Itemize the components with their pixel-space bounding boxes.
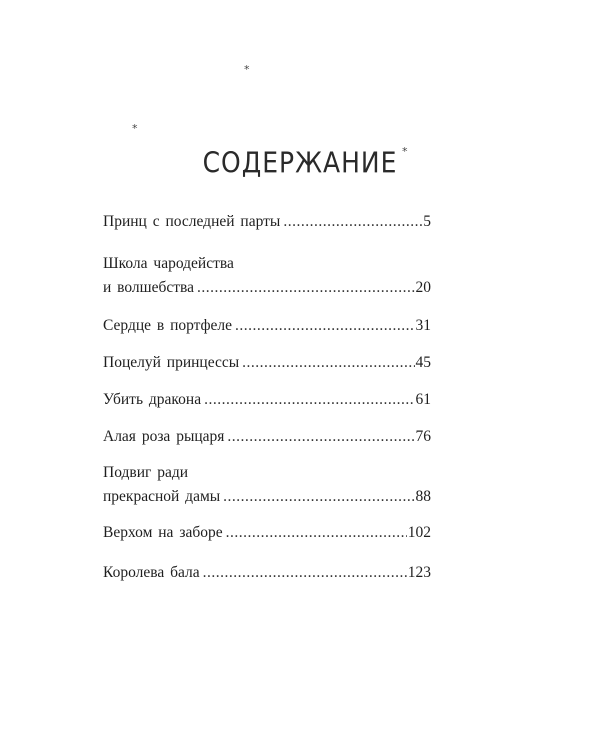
page-number: 76 — [415, 428, 431, 445]
dot-leader — [197, 276, 414, 300]
star-icon: * — [402, 145, 408, 158]
toc-entry[interactable] — [103, 210, 431, 234]
toc-entry[interactable] — [103, 561, 431, 585]
toc-entry[interactable] — [103, 461, 431, 509]
dot-leader — [223, 485, 414, 509]
toc-entry[interactable] — [103, 388, 431, 412]
page-number: 45 — [415, 354, 431, 371]
toc-entry[interactable] — [103, 351, 431, 375]
page-number: 5 — [423, 213, 431, 230]
chapter-title: Убить дракона — [103, 391, 202, 408]
star-icon: * — [132, 122, 138, 135]
dot-leader — [227, 425, 414, 449]
page-number: 31 — [415, 317, 431, 334]
toc-entry[interactable] — [103, 425, 431, 449]
chapter-title: Алая роза рыцаря — [103, 428, 225, 445]
star-icon: * — [244, 63, 250, 76]
dot-leader — [203, 561, 407, 585]
dot-leader — [235, 314, 415, 338]
chapter-title: Верхом на заборе — [103, 524, 223, 541]
chapter-title: Подвиг ради — [103, 464, 189, 481]
dot-leader — [283, 210, 422, 234]
chapter-title: Королева бала — [103, 564, 200, 581]
chapter-title: Сердце в портфеле — [103, 317, 232, 334]
page-title: СОДЕРЖАНИЕ — [202, 146, 398, 180]
page-number: 88 — [415, 488, 431, 505]
page-number: 61 — [415, 391, 431, 408]
chapter-title: Принц с последней парты — [103, 213, 281, 230]
page-number: 20 — [415, 279, 431, 296]
page-number: 123 — [407, 564, 431, 581]
toc-entry[interactable] — [103, 314, 431, 338]
toc-entry[interactable] — [103, 252, 431, 300]
dot-leader — [204, 388, 414, 412]
chapter-title: Поцелуй принцессы — [103, 354, 240, 371]
chapter-title-continued: и волшебства — [103, 279, 195, 296]
dot-leader — [242, 351, 414, 375]
toc-entry[interactable] — [103, 521, 431, 545]
chapter-title-continued: прекрасной дамы — [103, 488, 221, 505]
page-number: 102 — [407, 524, 431, 541]
dot-leader — [226, 521, 407, 545]
chapter-title: Школа чародейства — [103, 255, 234, 272]
